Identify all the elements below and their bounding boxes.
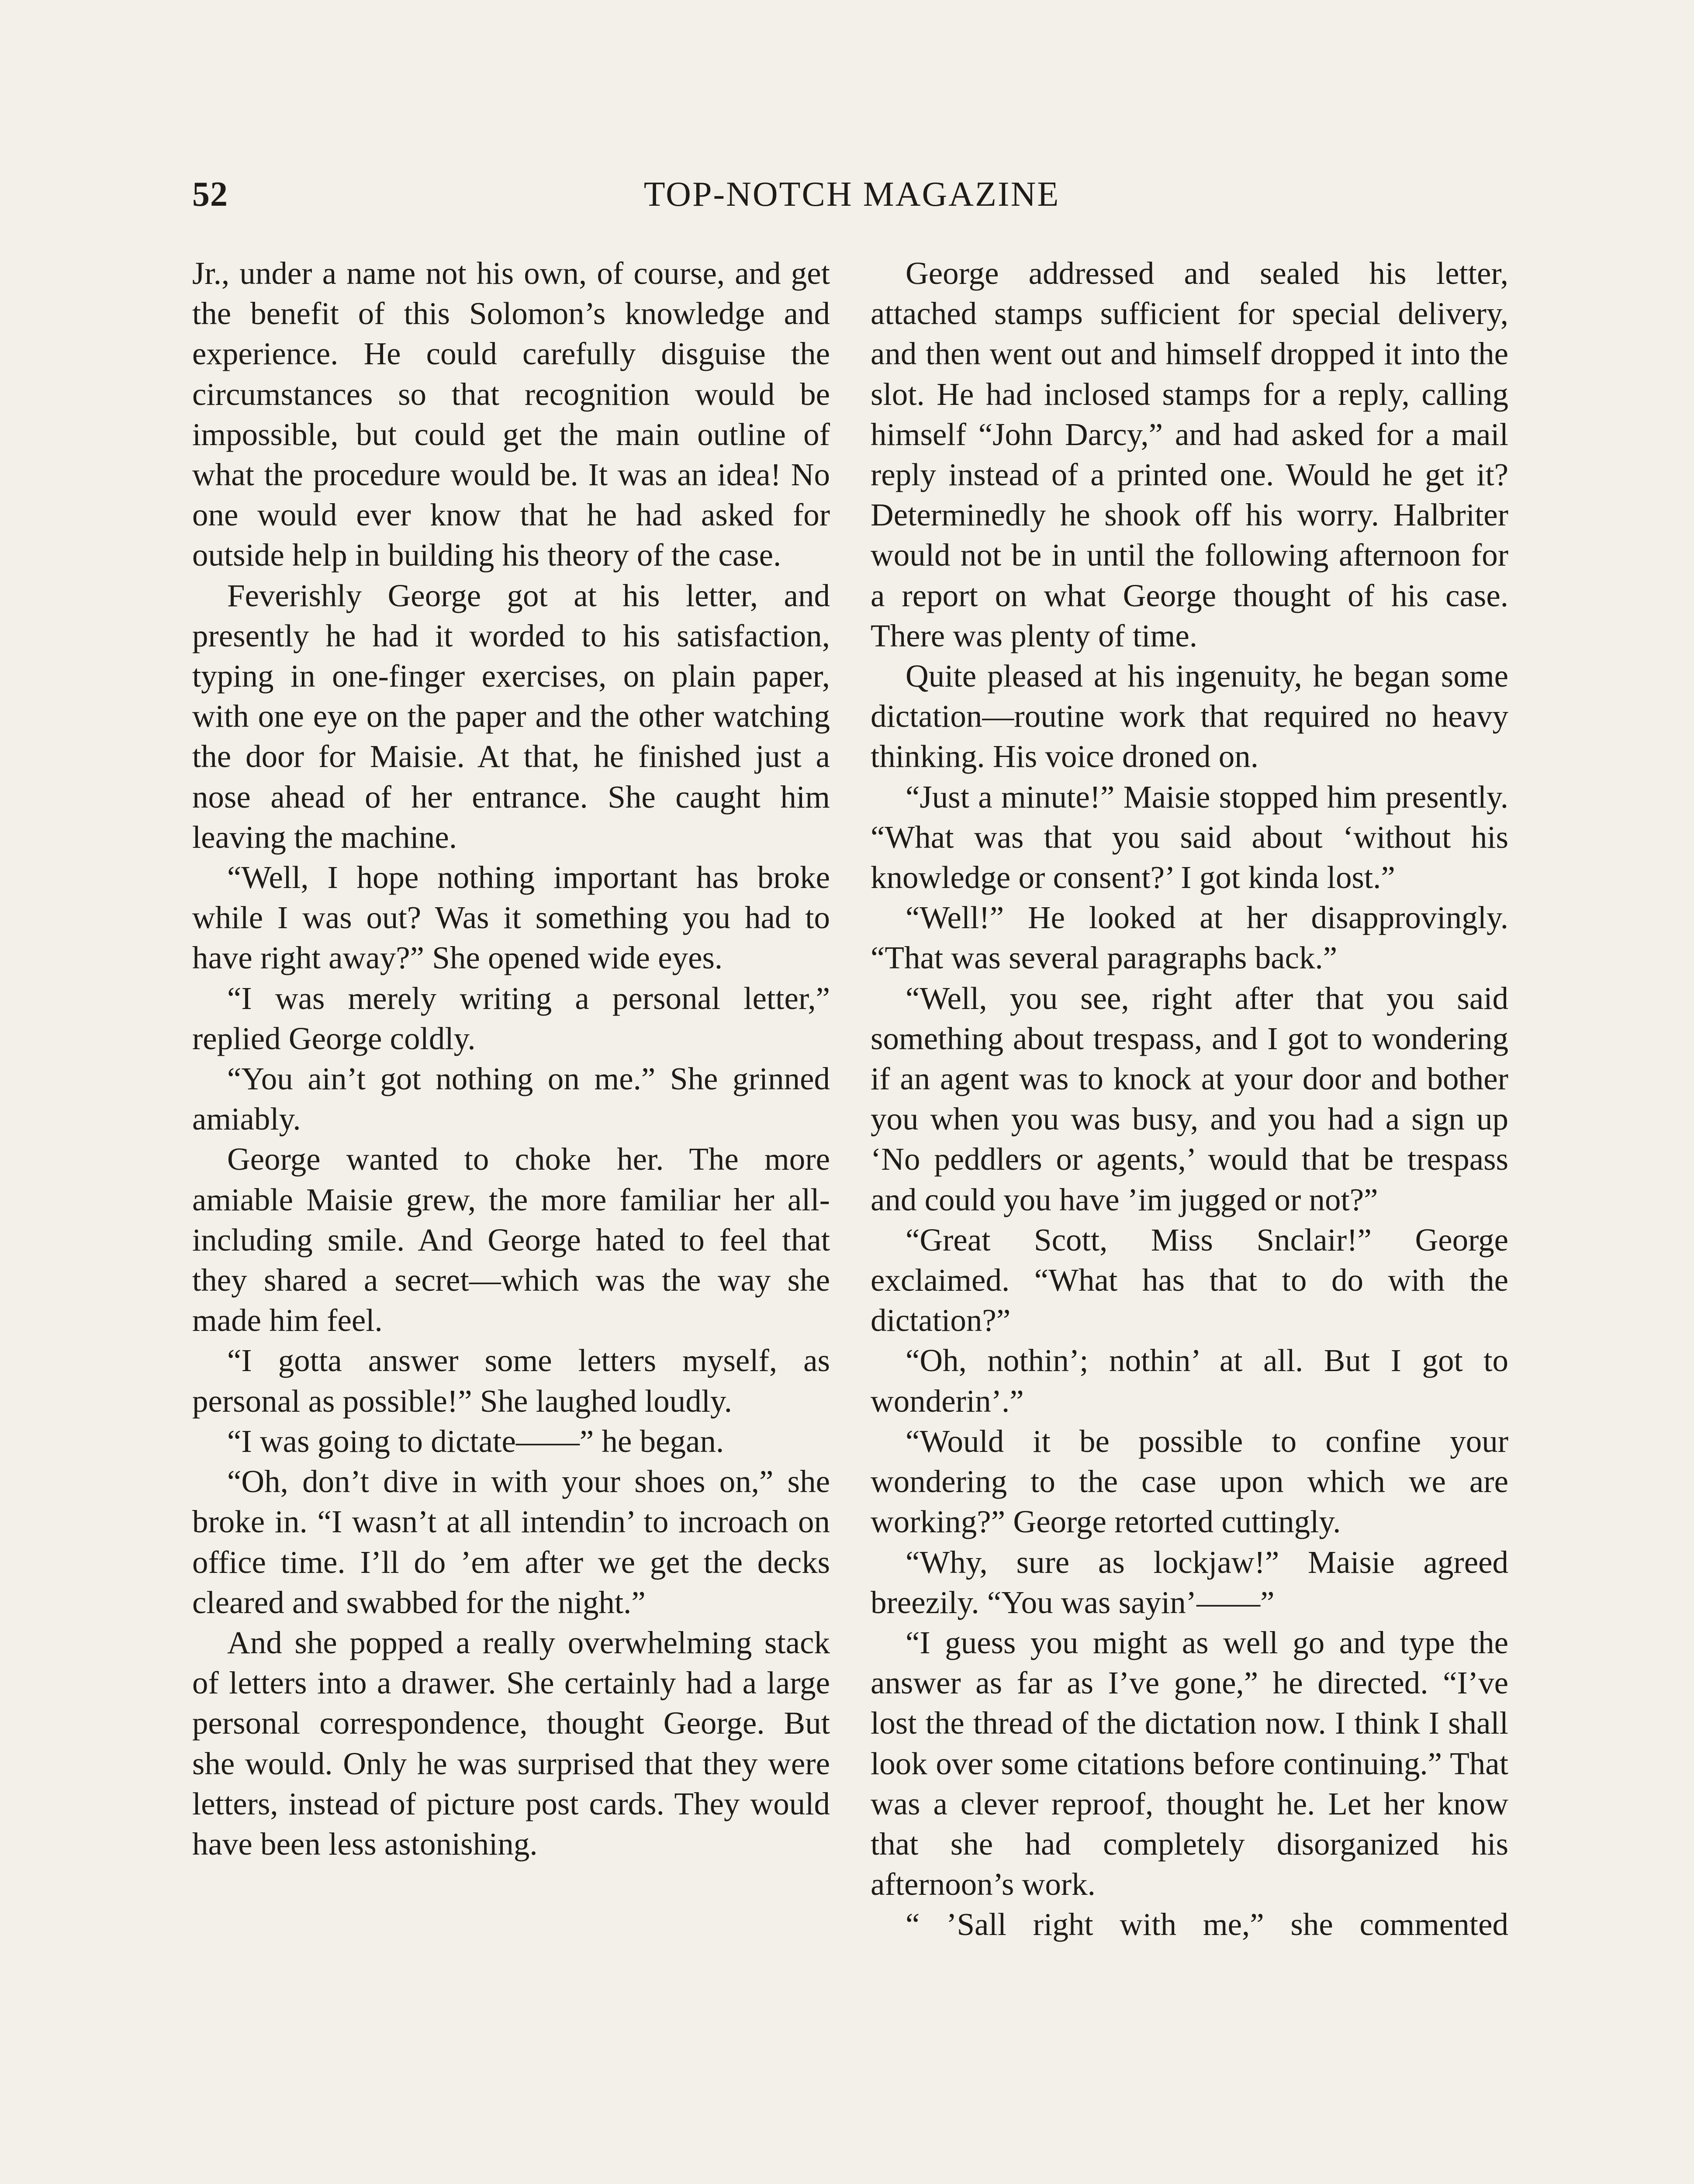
paragraph: “Well!” He looked at her disapprovingly. “That was several paragraphs back.”: [871, 900, 1508, 976]
paragraph: “Oh, nothin’; nothin’ at all. But I got to wonderin’.”: [871, 1343, 1508, 1419]
page-header: [192, 175, 1511, 223]
paragraph: “You ain’t got nothing on me.” She grinned amiably.: [192, 1061, 830, 1137]
page-number: 52: [192, 175, 228, 214]
running-title: TOP-NOTCH MAGAZINE: [643, 175, 1060, 214]
paragraph: “Well, I hope nothing important has broke while I was out? Was it something you had to have right away?” She opened wide eyes.: [192, 860, 830, 976]
paragraph: “ ’Sall right with me,” she commented: [906, 1907, 1508, 1942]
paragraph: George addressed and sealed his letter, attached stamps sufficient for special delivery, and then went out and himself dropped it into the slot. He had inclosed stamps for a reply, calling himself “John Darcy,” and had asked for a mail reply instead of a printed one. Would he get it? Determinedly he shook off his worry. Halbriter would not be in until the following afternoon for a report on what George thought of his case. There was plenty of time.: [871, 256, 1508, 653]
paragraph: “I was going to dictate——” he began.: [227, 1423, 724, 1459]
paragraph: “Why, sure as lockjaw!” Maisie agreed breezily. “You was sayin’——”: [871, 1544, 1508, 1620]
paragraph: Jr., under a name not his own, of course, and get the benefit of this Solomon’s knowledge and experience. He could carefully disguise the circumstances so that recognition would be impossible, but could get the main outline of what the procedure would be. It was an idea! No one would ever know that he had asked for outside help in building his theory of the case.: [192, 256, 830, 573]
paragraph: George wanted to choke her. The more amiable Maisie grew, the more familiar her all-including smile. And George hated to feel that they shared a secret—which was the way she made him feel.: [192, 1141, 830, 1338]
paragraph: And she popped a really overwhelming stack of letters into a drawer. She certainly had a large personal correspondence, thought George. But she would. Only he was surprised that they were letters, instead of picture post cards. They would have been less astonishing.: [192, 1624, 830, 1862]
paragraph: “Just a minute!” Maisie stopped him presently. “What was that you said about ‘without his knowledge or consent?’ I got kinda lost.”: [871, 779, 1508, 895]
paragraph: “Would it be possible to confine your wondering to the case upon which we are working?” George retorted cuttingly.: [871, 1423, 1508, 1540]
paragraph: “Oh, don’t dive in with your shoes on,” she broke in. “I wasn’t at all intendin’ to incroach on office time. I’ll do ’em after we get the decks cleared and swabbed for the night.”: [192, 1464, 830, 1620]
paragraph: Feverishly George got at his letter, and presently he had it worded to his satisfaction, typing in one-finger exercises, on plain paper, with one eye on the paper and the other watching the door for Maisie. At that, he finished just a nose ahead of her entrance. She caught him leaving the machine.: [192, 577, 830, 855]
paragraph: Quite pleased at his ingenuity, he began some dictation—routine work that required no heavy thinking. His voice droned on.: [871, 658, 1508, 774]
left-column: [192, 253, 830, 1864]
paragraph: “I gotta answer some letters myself, as personal as possible!” She laughed loudly.: [192, 1343, 830, 1419]
paragraph: “Great Scott, Miss Snclair!” George exclaimed. “What has that to do with the dictation?”: [871, 1222, 1508, 1338]
paragraph: “Well, you see, right after that you said something about trespass, and I got to wondering if an agent was to knock at your door and bother you when you was busy, and you had a sign up ‘No peddlers or agents,’ would that be trespass and could you have ’im jugged or not?”: [871, 980, 1508, 1217]
paragraph: “I was merely writing a personal letter,” replied George coldly.: [192, 980, 830, 1056]
right-column: [871, 253, 1508, 1945]
paragraph: “I guess you might as well go and type the answer as far as I’ve gone,” he directed. “I’ve lost the thread of the dictation now. I think I shall look over some citations before continuing.” That was a clever reproof, thought he. Let her know that she had completely disorganized his afternoon’s work.: [871, 1624, 1508, 1902]
